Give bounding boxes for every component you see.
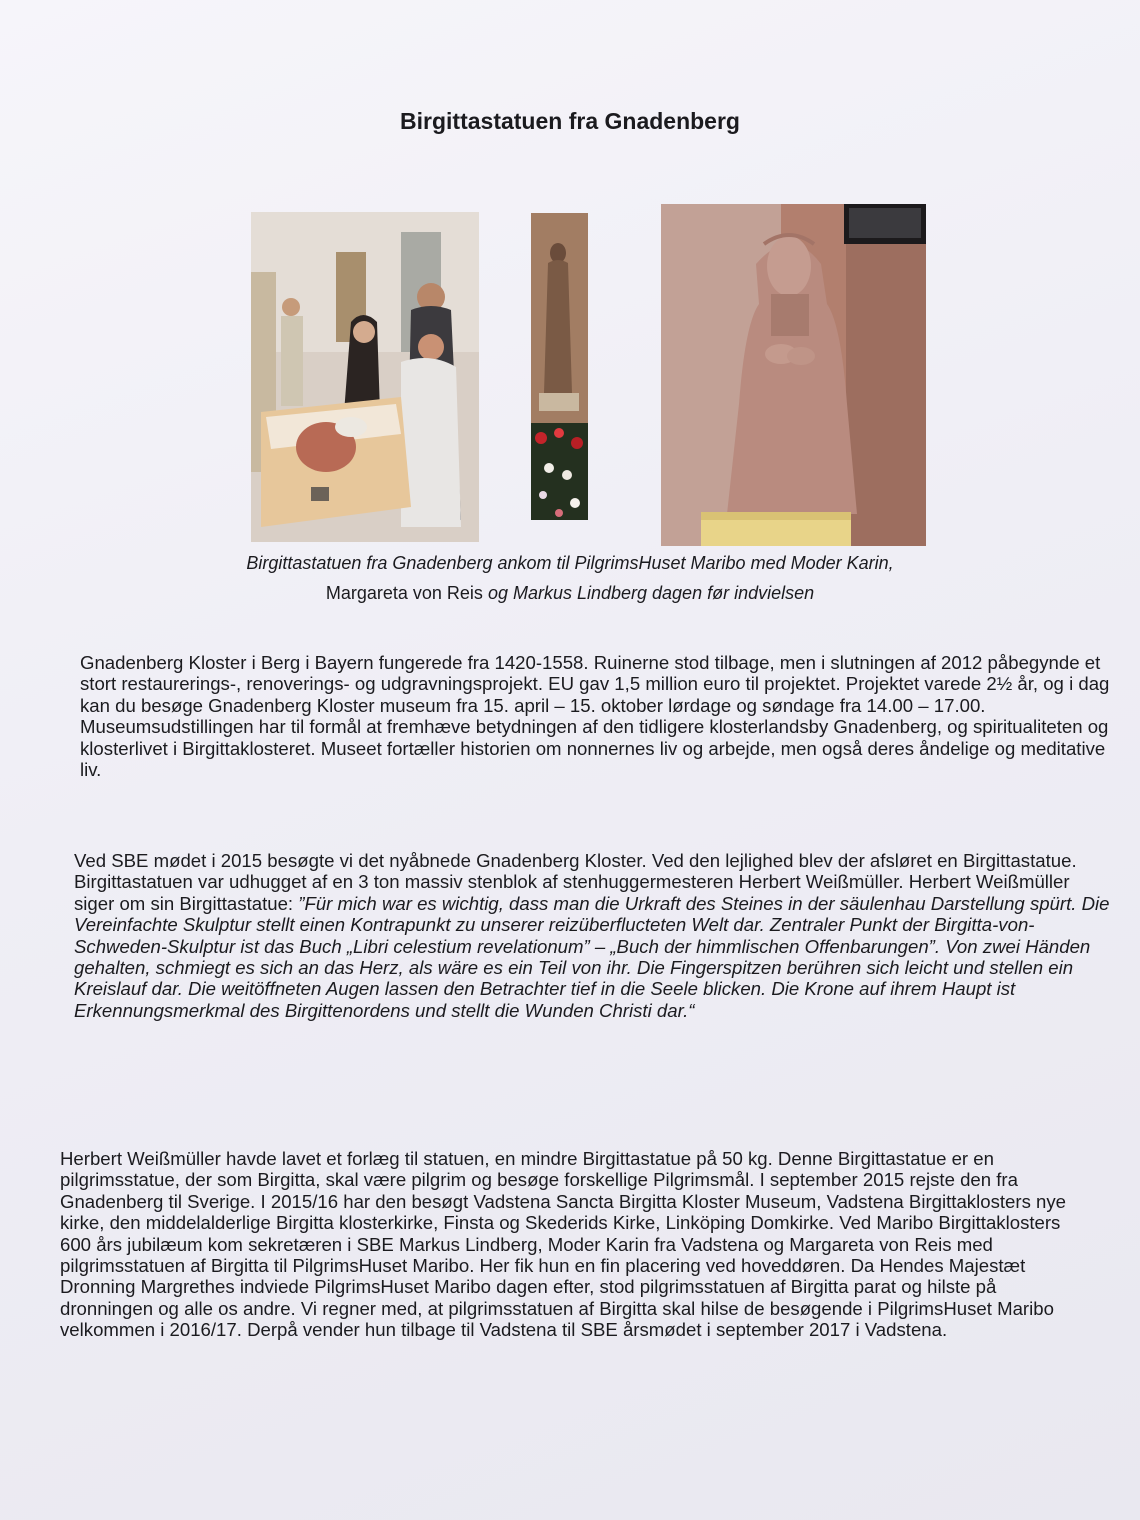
photo-caption [130,548,1010,608]
caption-line-2-names: Margareta von Reis [325,583,488,603]
document-title: Birgittastatuen fra Gnadenberg [400,108,740,134]
paragraph-pilgrim-statue: Herbert Weißmüller havde lavet et forlæg til statuen, en mindre Birgittastatue på 50 kg. Denne Birgittastatue er en pilgrimsstatue, der som Birgitta, skal være pilgrim og besøge forskellige Pilgrimsmål. I september 2015 rejste den fra Gnadenberg til Sverige. I 2015/16 har den besøgt Vadstena Sancta Birgitta Kloster Museum, Vadstena Birgittaklosters nye kirke, den middelalderlige Birgitta klosterkirke, Finsta og Skederids Kirke, Linköping Domkirke. Ved Maribo Birgittaklosters 600 års jubilæum kom sekretæren i SBE Markus Lindberg, Moder Karin fra Vadstena og Margareta von Reis med pilgrimsstatuen af Birgitta til PilgrimsHuset Maribo. Her fik hun en fin placering ved hoveddøren. Da Hendes Majestæt Dronning Margrethes indviede PilgrimsHuset Maribo dagen efter, stod pilgrimsstatuen af Birgitta parat og hilste på dronningen og alle os andre. Vi regner med, at pilgrimsstatuen af Birgitta skal hilse de besøgende i PilgrimsHuset Maribo velkommen i 2016/17. Derpå vender hun tilbage til Vadstena til SBE årsmødet i september 2017 i Vadstena. [60,1148,1067,1341]
caption-line-1: Birgittastatuen fra Gnadenberg ankom til PilgrimsHuset Maribo med Moder Karin, [246,553,894,573]
photo-statue-on-pedestal [661,204,926,546]
caption-line-2 [130,578,1010,608]
paragraph-statue-intro: Ved SBE mødet i 2015 besøgte vi det nyåbnede Gnadenberg Kloster. Ved den lejlighed blev der afsløret en Birgittastatue. Birgittastatuen var udhugget af en 3 ton massiv stenblok af stenhuggermesteren Herbert Weißmüller. Herbert Weißmüller siger om sin Birgittastatue: [74,850,1077,914]
paragraph-statue-quote [74,850,1114,1021]
sculptor-quote: ”Für mich war es wichtig, dass man die Urkraft des Steines in der säulenhau Darstellung spürt. Die Vereinfachte Skulptur stellt einen Kontrapunkt zu unserer reizüberflucteten Welt dar. Zentraler Punkt der Birgitta-von- Schweden-Skulptur ist das Buch „Libri celestium revelationum” – „Buch der himmlischen Offenbarungen”. Von zwei Händen gehalten, schmiegt es sich an das Herz, als wäre es ein Teil von ihr. Die Fingerspitzen berühren sich leicht und stellen ein Kreislauf dar. Die weitöffneten Augen lassen den Betrachter tief in die Seele blicken. Die Krone auf ihrem Haupt ist Erkennungsmerkmal des Birgittenordens und stellt die Wunden Christi dar.“ [74,892,1110,1021]
caption-line-2-rest: og Markus Lindberg dagen før indvielsen [487,583,815,603]
paragraph-museum: Gnadenberg Kloster i Berg i Bayern fungerede fra 1420-1558. Ruinerne stod tilbage, men i slutningen af 2012 påbegynde et stort restaurerings-, renoverings- og udgravningsprojekt. EU gav 1,5 million euro til projektet. Projektet varede 2½ år, og i dag kan du besøge Gnadenberg Kloster museum fra 15. april – 15. oktober lørdage og søndage fra 14.00 – 17.00. Museumsudstillingen har til formål at fremhæve betydningen af den tidligere klosterlandsby Gnadenberg, og spiritualiteten og klosterlivet i Birgittaklosteret. Museet fortæller historien om nonnernes liv og arbejde, men også deres åndelige og meditative liv. [80,652,1110,781]
photo-statue-with-flowers [531,213,588,520]
photo-unboxing-statue [251,212,479,542]
